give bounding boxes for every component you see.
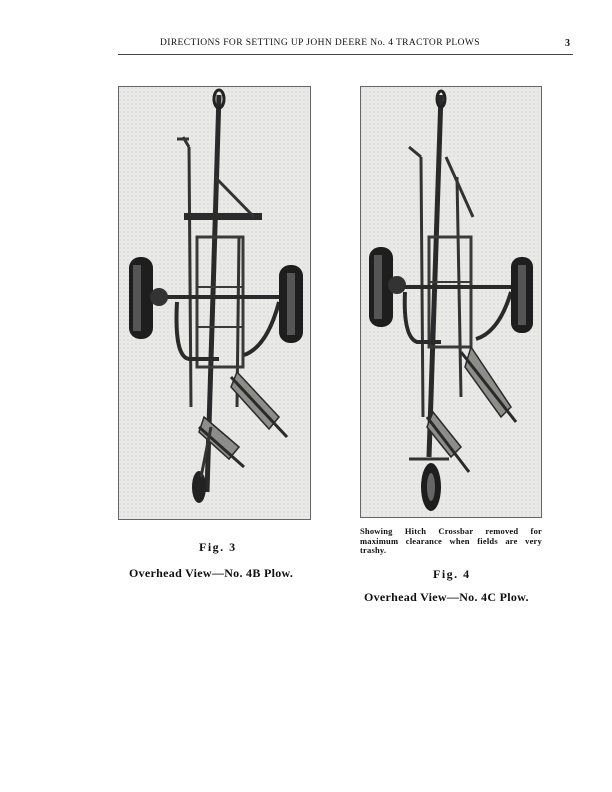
running-title: DIRECTIONS FOR SETTING UP JOHN DEERE No. 4 TRACTOR PLOWS (160, 38, 480, 48)
fig3-plow-photo (118, 86, 311, 520)
fig4-caption: Overhead View—No. 4C Plow. (364, 590, 529, 604)
header-rule (118, 54, 573, 55)
fig4-label: Fig. 4 (433, 567, 471, 581)
fig4-note: Showing Hitch Crossbar removed for maximum clearance when fields are very trashy. (360, 526, 542, 555)
fig3-label: Fig. 3 (199, 540, 237, 554)
page-number: 3 (565, 38, 570, 49)
fig4-plow-photo (360, 86, 542, 518)
page-header (118, 38, 573, 52)
fig3-caption: Overhead View—No. 4B Plow. (129, 566, 294, 580)
